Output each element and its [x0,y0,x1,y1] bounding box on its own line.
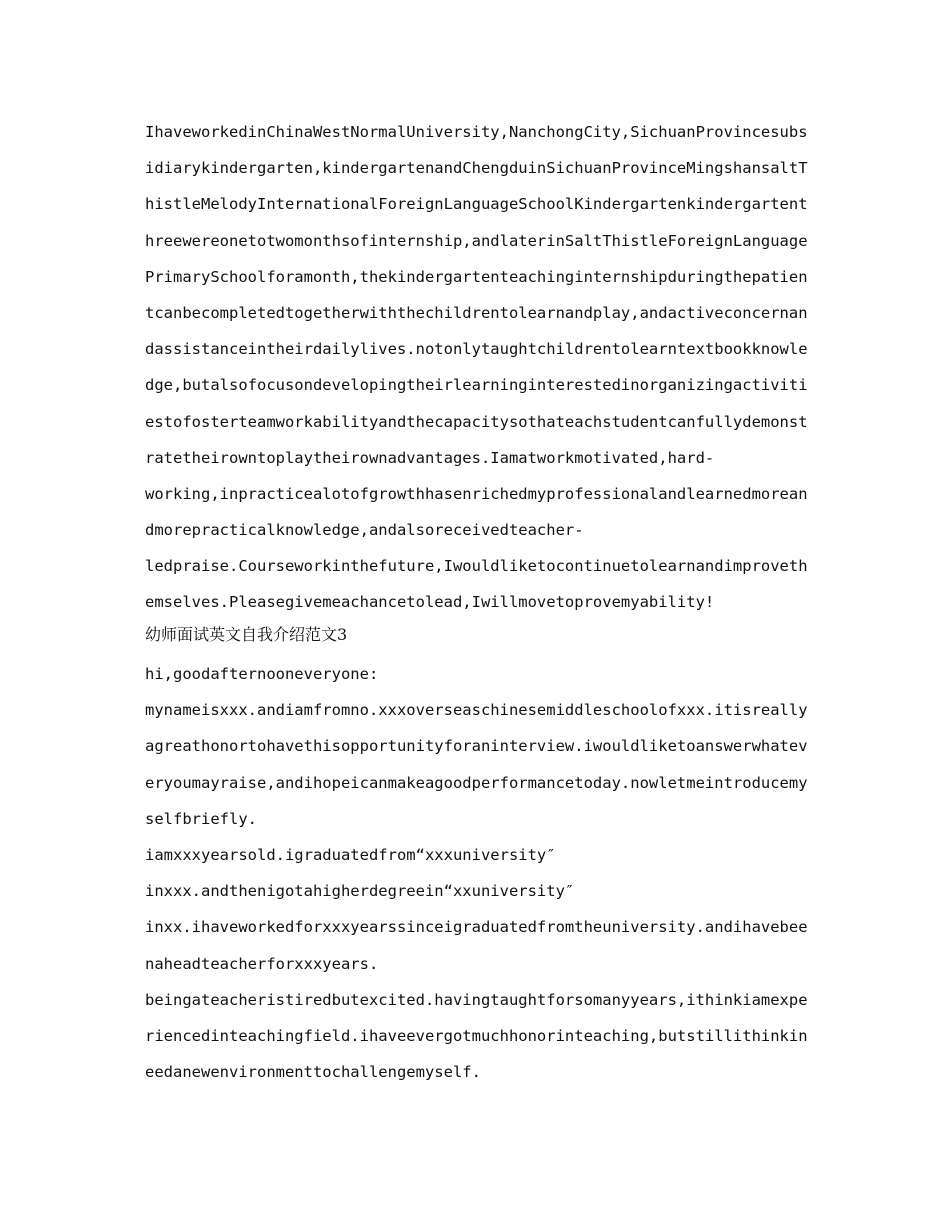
text-line: selfbriefly. [145,809,257,828]
text-line: beingateacheristiredbutexcited.havingtaughtforsomanyyears,ithinkiamexpe [145,990,808,1009]
text-line: naheadteacherforxxxyears. [145,954,379,973]
text-line: eedanewenvironmenttochallengemyself. [145,1063,481,1082]
text-line: tcanbecompletedtogetherwiththechildrentolearnandplay,andactiveconcernan [145,303,808,322]
text-line: hreewereonetotwomonthsofinternship,andlaterinSaltThistleForeignLanguage [145,231,808,250]
text-line: ledpraise.Courseworkinthefuture,Iwouldliketocontinuetolearnandimproveth [145,557,808,576]
text-line: ratetheirowntoplaytheirownadvantages.Iamatworkmotivated,hard- [145,448,715,467]
text-line: IhaveworkedinChinaWestNormalUniversity,NanchongCity,SichuanProvincesubs [145,123,808,141]
text-line: histleMelodyInternationalForeignLanguageSchoolKindergartenkindergartent [145,195,808,214]
text-line: dge,butalsofocusondevelopingtheirlearninginterestedinorganizingactiviti [145,376,808,395]
text-line: emselves.Pleasegivemeachancetolead,Iwillmovetoprovemyability! [145,593,715,612]
text-line: mynameisxxx.andiamfromno.xxxoverseaschinesemiddleschoolofxxx.itisreally [145,701,808,720]
text-line: dmorepracticalknowledge,andalsoreceivedteacher- [145,521,584,540]
text-line: agreathonortohavethisopportunityforaninterview.iwouldliketoanswerwhatev [145,737,808,756]
text-line: dassistanceintheirdailylives.notonlytaughtchildrentolearntextbookknowle [145,340,808,359]
paragraph-self-introduction [145,656,810,1090]
text-line: eryoumayraise,andihopeicanmakeagoodperformancetoday.nowletmeintroducemy [145,773,808,792]
text-line: inxx.ihaveworkedforxxxyearssinceigraduatedfromtheuniversity.andihavebee [145,918,808,937]
text-line: estofosterteamworkabilityandthecapacitysothateachstudentcanfullydemonst [145,412,808,431]
text-line: working,inpracticealotofgrowthhasenrichedmyprofessionalandlearnedmorean [145,484,808,503]
paragraph-internship [145,114,810,621]
text-line: inxxx.andthenigotahigherdegreein“xxuniversity″ [145,882,575,901]
text-line: idiarykindergarten,kindergartenandChengduinSichuanProvinceMingshansaltT [145,159,808,178]
text-line: hi,goodafternooneveryone: [145,665,379,683]
section-heading: 幼师面试英文自我介绍范文3 [145,625,348,644]
text-line: riencedinteachingfield.ihaveevergotmuchhonorinteaching,butstillithinkin [145,1026,808,1045]
text-line: iamxxxyearsold.igraduatedfrom“xxxuniversity″ [145,845,556,864]
text-line: PrimarySchoolforamonth,thekindergartenteachinginternshipduringthepatien [145,267,808,286]
